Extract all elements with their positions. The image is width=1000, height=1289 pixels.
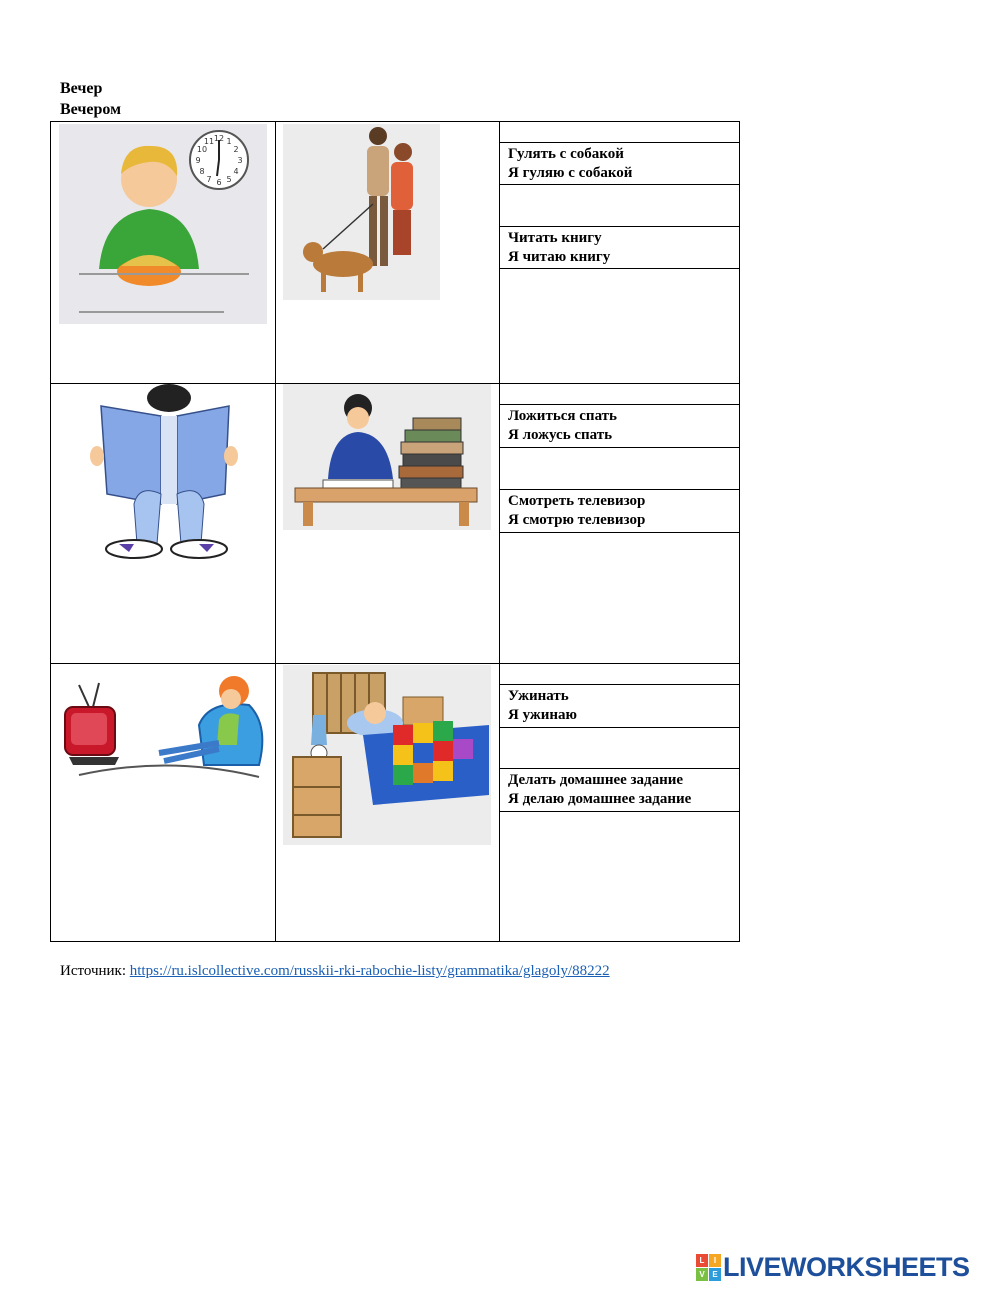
child-reading-book-image[interactable] — [89, 384, 239, 564]
liveworksheets-icon: L I V E — [696, 1254, 720, 1280]
phrase-read-book: Читать книгу Я читаю книгу — [508, 230, 611, 265]
clock-number: 11 — [203, 137, 215, 146]
boy-watching-tv-image[interactable] — [59, 665, 267, 785]
student-doing-homework-image[interactable] — [283, 384, 491, 530]
source-link[interactable]: https://ru.islcollective.com/russkii-rki-rabochie-listy/grammatika/glagoly/88222 — [129, 963, 610, 979]
worksheet-table — [50, 121, 740, 942]
clock-number: 8 — [199, 167, 205, 176]
child-going-to-bed-image[interactable] — [283, 665, 491, 845]
source-line — [60, 963, 610, 980]
clock-number: 12 — [213, 134, 225, 143]
liveworksheets-logo[interactable] — [696, 1252, 970, 1282]
phrase-have-dinner: Ужинать Я ужинаю — [508, 688, 578, 723]
phrase-do-homework: Делать домашнее задание Я делаю домашнее задание — [508, 772, 692, 807]
clock-number: 6 — [216, 178, 222, 187]
source-label: Источник: — [60, 963, 127, 979]
couple-walking-dog-image[interactable] — [283, 124, 440, 300]
clock-number: 1 — [226, 137, 232, 146]
clock-number: 2 — [233, 145, 239, 154]
heading-in-the-evening: Вечером — [60, 101, 121, 118]
heading-evening: Вечер — [60, 80, 103, 97]
clock-number: 10 — [196, 145, 208, 154]
clock-number: 3 — [237, 156, 243, 165]
clock-number: 7 — [206, 175, 212, 184]
phrase-watch-tv: Смотреть телевизор Я смотрю телевизор — [508, 493, 646, 528]
phrase-go-to-bed: Ложиться спать Я ложусь спать — [508, 408, 617, 443]
clock-number: 9 — [195, 156, 201, 165]
clock-number: 5 — [226, 175, 232, 184]
liveworksheets-wordmark: LIVEWORKSHEETS — [723, 1251, 970, 1282]
clock-number: 4 — [233, 167, 239, 176]
girl-eating-dinner-image[interactable] — [59, 124, 267, 324]
phrase-walk-dog: Гулять с собакой Я гуляю с собакой — [508, 146, 633, 181]
